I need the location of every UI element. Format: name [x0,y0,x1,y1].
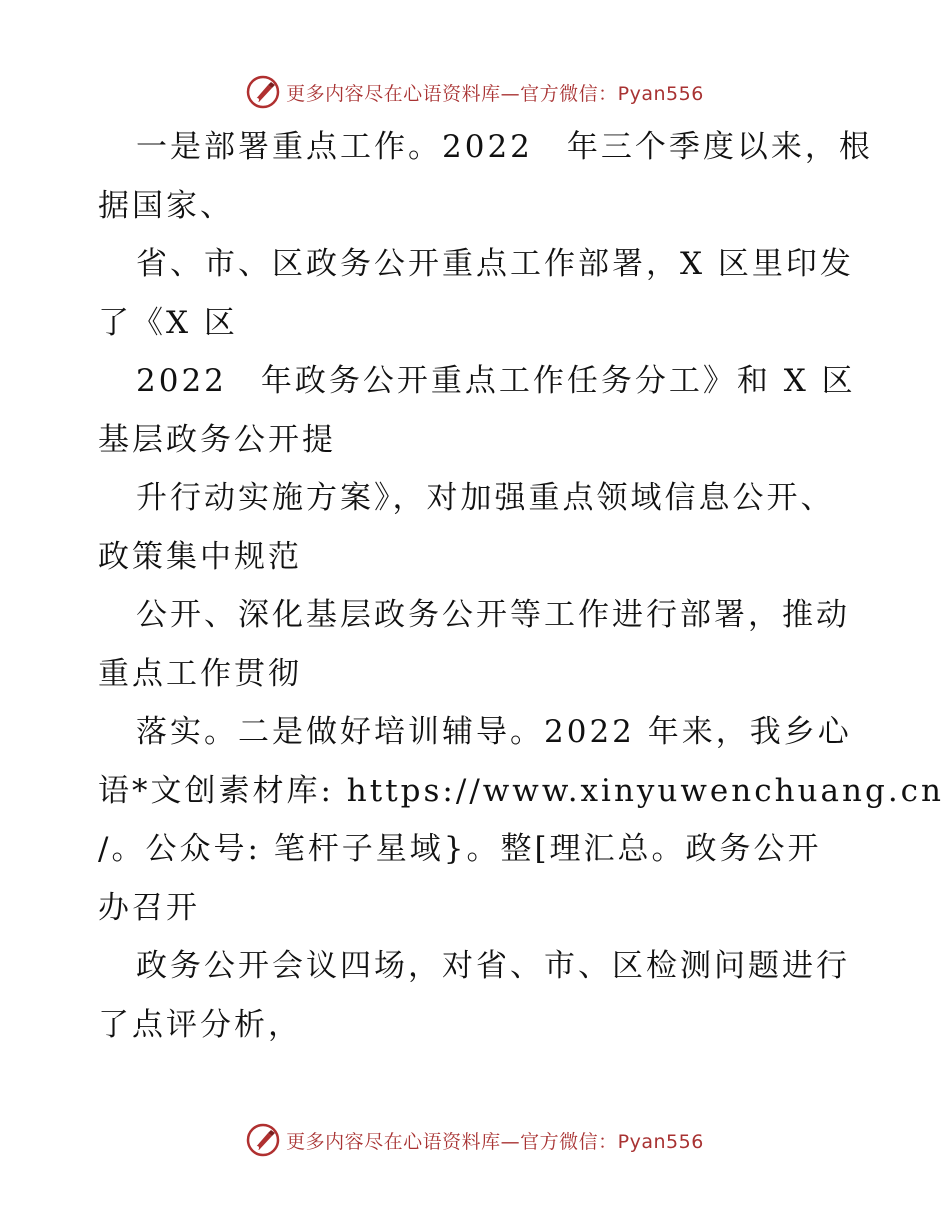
pen-logo-icon [246,75,280,109]
body-line: 了点评分析， [98,1006,302,1043]
body-line: 省、市、区政务公开重点工作部署，X 区里印发 [136,246,854,282]
body-line: /。公众号: 笔杆子星域}。整[理汇总。政务公开 [98,831,822,867]
header-banner [0,72,950,112]
body-line: 落实。二是做好培训辅导。2022 年来，我乡心 [136,714,852,750]
document-body [98,118,944,1054]
body-line: 政策集中规范 [98,538,302,575]
footer-banner-text: 更多内容尽在心语资料库—官方微信：Pyan556 [286,1130,704,1153]
body-line: 办召开 [98,889,200,926]
footer-banner [0,1120,950,1160]
body-line: 2022 年政务公开重点工作任务分工》和 X 区 [136,363,856,399]
body-line: 升行动实施方案》，对加强重点领域信息公开、 [136,480,835,516]
body-line: 公开、深化基层政务公开等工作进行部署，推动 [136,597,850,633]
body-line: 重点工作贯彻 [98,655,302,692]
body-line: 政务公开会议四场，对省、市、区检测问题进行 [136,948,850,984]
body-line: 语*文创素材库: https://www.xinyuwenchuang.cn [98,772,944,809]
pen-logo-icon [246,1123,280,1157]
body-line: 据国家、 [98,187,234,224]
body-line: 基层政务公开提 [98,421,336,458]
header-banner-text: 更多内容尽在心语资料库—官方微信：Pyan556 [286,82,704,105]
body-line: 一是部署重点工作。2022 年三个季度以来，根 [136,129,873,165]
body-line: 了《X 区 [98,304,238,341]
